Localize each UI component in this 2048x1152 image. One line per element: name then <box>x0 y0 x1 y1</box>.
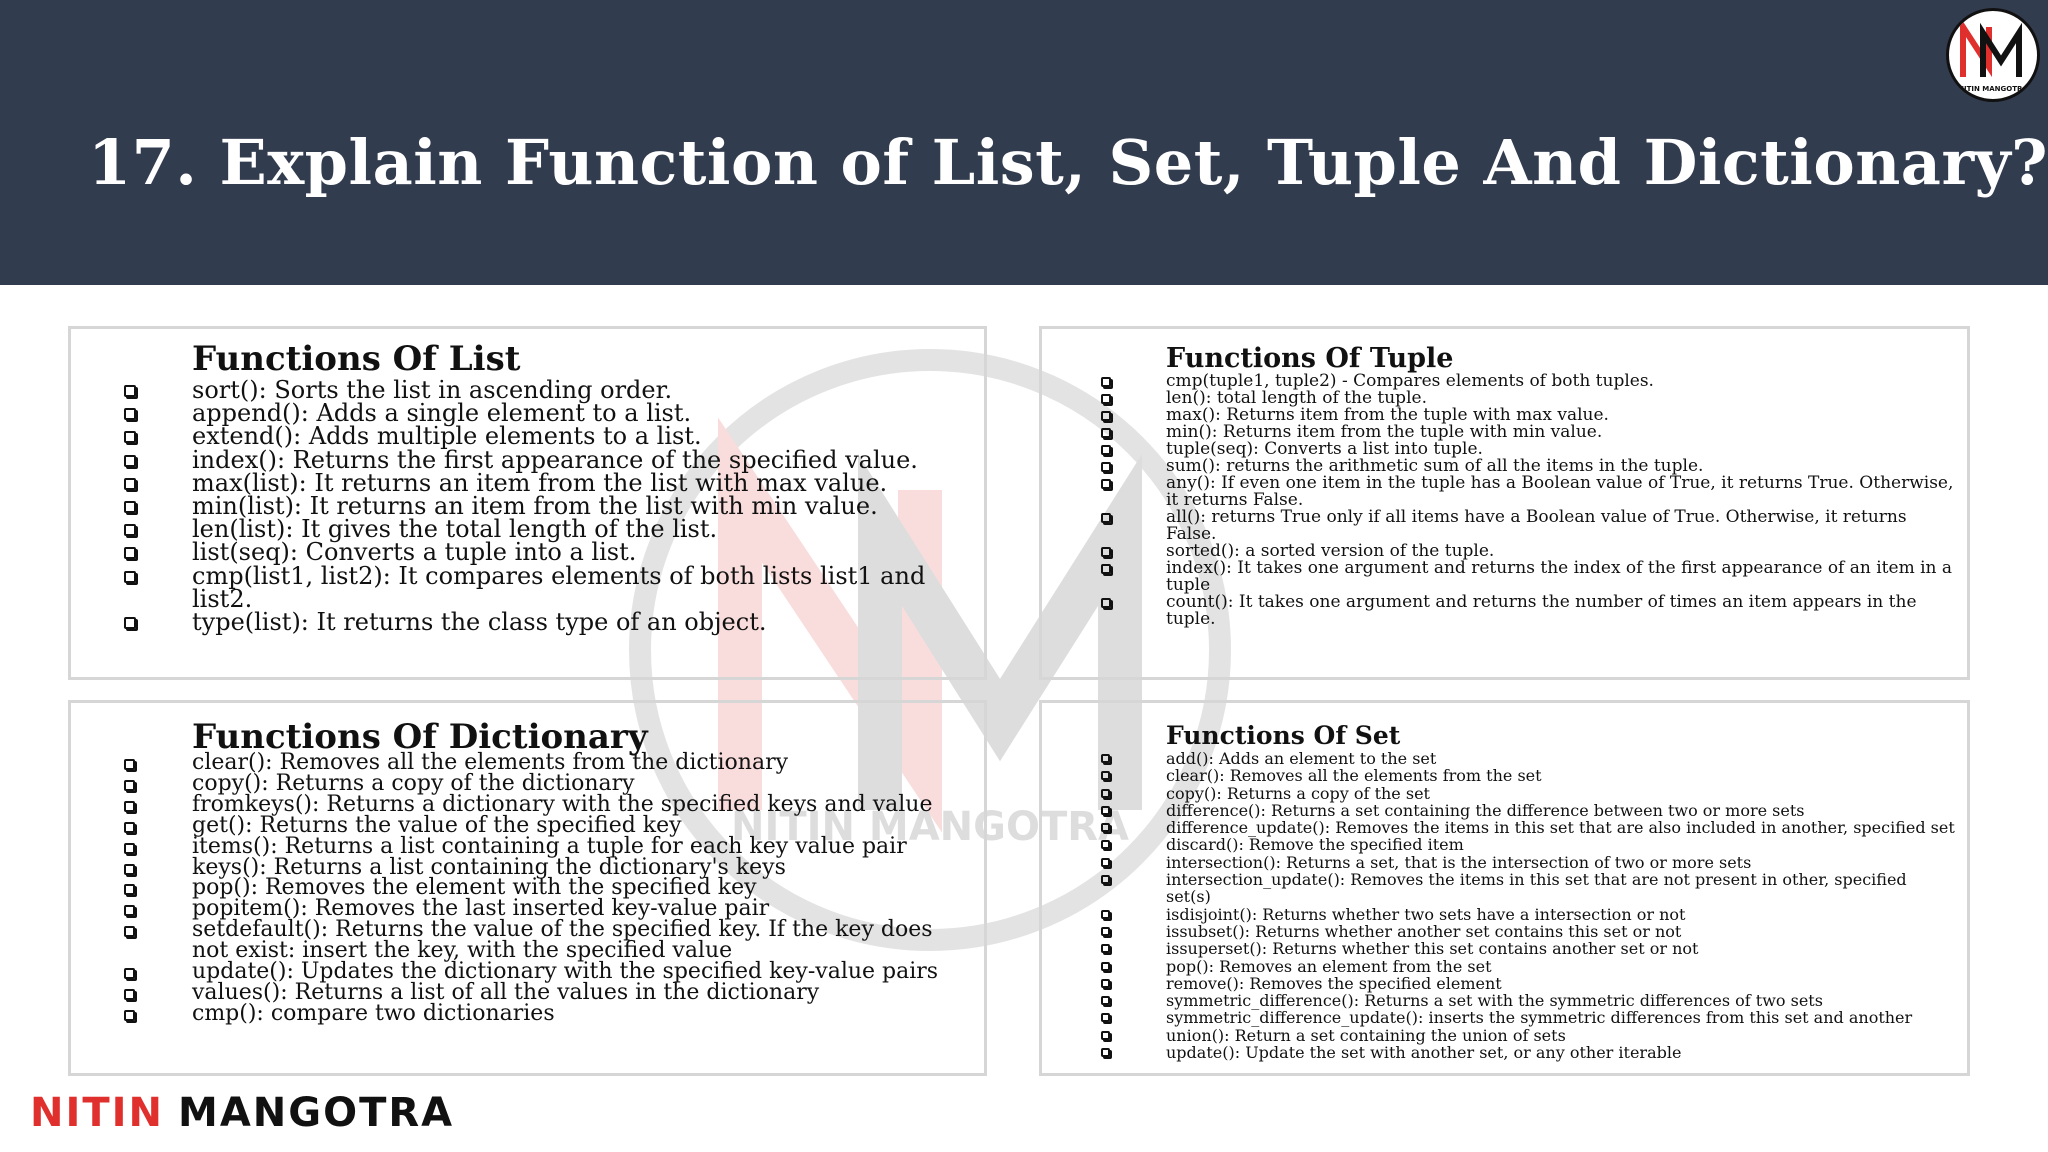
checkbox-bullet-icon <box>1101 823 1110 832</box>
checkbox-bullet-icon <box>124 571 136 583</box>
checkbox-bullet-icon <box>1101 479 1111 489</box>
nm-logo-icon <box>1949 11 2037 99</box>
checkbox-bullet-icon <box>124 455 136 467</box>
footer-brand-first: NITIN <box>30 1090 165 1136</box>
list-heading: Functions Of List <box>192 339 521 379</box>
list-item-text: count(): It takes one argument and returns the number of times an item appears in the tuple. <box>1166 592 1917 629</box>
checkbox-bullet-icon <box>1101 789 1110 798</box>
checkbox-bullet-icon <box>124 780 135 791</box>
list-item <box>192 608 972 637</box>
list-item-text: len(list): It gives the total length of the list. <box>192 515 718 544</box>
list-item-text: append(): Adds a single element to a list. <box>192 399 692 428</box>
list-item-text: copy(): Returns a copy of the dictionary <box>192 770 635 796</box>
checkbox-bullet-icon <box>124 822 135 833</box>
list-item-text: type(list): It returns the class type of an object. <box>192 608 767 637</box>
checkbox-bullet-icon <box>124 801 135 812</box>
list-item <box>1166 836 1956 853</box>
checkbox-bullet-icon <box>1101 394 1111 404</box>
list-item <box>1166 594 1956 628</box>
list-item-text: sort(): Sorts the list in ascending order. <box>192 376 673 404</box>
list-functions <box>192 376 972 637</box>
logo-caption: NITIN MANGOTRA <box>1958 85 2028 93</box>
list-item-text: tuple(seq): Converts a list into tuple. <box>1166 439 1483 459</box>
list-item <box>1166 802 1956 819</box>
footer-brand <box>30 1090 454 1136</box>
list-item-text: update(): Update the set with another set, or any other iterable <box>1166 1043 1682 1063</box>
list-item-text: max(): Returns item from the tuple with max value. <box>1166 405 1609 425</box>
list-item-text: sorted(): a sorted version of the tuple. <box>1166 541 1495 561</box>
list-item <box>1166 923 1956 940</box>
checkbox-bullet-icon <box>124 617 136 629</box>
list-item <box>1166 750 1956 767</box>
tuple-heading: Functions Of Tuple <box>1166 343 1454 374</box>
list-item-text: pop(): Removes an element from the set <box>1166 956 1492 976</box>
list-item-text: difference(): Returns a set containing the difference between two or more sets <box>1166 800 1805 820</box>
list-item-text: list(seq): Converts a tuple into a list. <box>192 538 637 567</box>
checkbox-bullet-icon <box>1101 445 1111 455</box>
checkbox-bullet-icon <box>1101 1031 1110 1040</box>
list-item-text: cmp(tuple1, tuple2) - Compares elements of both tuples. <box>1166 371 1654 391</box>
checkbox-bullet-icon <box>1101 910 1110 919</box>
checkbox-bullet-icon <box>124 905 135 916</box>
checkbox-bullet-icon <box>1101 858 1110 867</box>
list-item <box>1166 975 1956 992</box>
list-item-text: isdisjoint(): Returns whether two sets have a intersection or not <box>1166 904 1686 924</box>
list-item <box>1166 958 1956 975</box>
list-item <box>1166 1009 1956 1026</box>
checkbox-bullet-icon <box>1101 771 1110 780</box>
tuple-functions-panel <box>1039 326 1970 680</box>
list-item-text: len(): total length of the tuple. <box>1166 388 1427 408</box>
list-item-text: copy(): Returns a copy of the set <box>1166 783 1430 803</box>
list-item-text: issuperset(): Returns whether this set contains another set or not <box>1166 939 1699 959</box>
list-item <box>1166 940 1956 957</box>
list-item-text: issubset(): Returns whether another set contains this set or not <box>1166 921 1682 941</box>
list-item-text: values(): Returns a list of all the values in the dictionary <box>192 979 820 1005</box>
list-item-text: fromkeys(): Returns a dictionary with the specified keys and value <box>192 791 933 817</box>
list-item-text: pop(): Removes the element with the specified key <box>192 875 757 901</box>
dictionary-functions-panel <box>68 700 987 1076</box>
checkbox-bullet-icon <box>1101 428 1111 438</box>
brand-logo <box>1946 8 2040 102</box>
checkbox-bullet-icon <box>1101 875 1110 884</box>
set-functions-panel <box>1039 700 1970 1076</box>
list-item-text: setdefault(): Returns the value of the specified key. If the key does not exist: insert the key, with the specified value <box>192 917 933 964</box>
list-item-text: index(): It takes one argument and returns the index of the first appearance of an item in a tuple <box>1166 558 1953 595</box>
list-item-text: sum(): returns the arithmetic sum of all the items in the tuple. <box>1166 456 1704 476</box>
list-item-text: cmp(list1, list2): It compares elements of both lists list1 and list2. <box>192 561 926 613</box>
checkbox-bullet-icon <box>1101 944 1110 953</box>
checkbox-bullet-icon <box>124 501 136 513</box>
checkbox-bullet-icon <box>1101 1048 1110 1057</box>
checkbox-bullet-icon <box>1101 927 1110 936</box>
checkbox-bullet-icon <box>124 864 135 875</box>
checkbox-bullet-icon <box>1101 598 1111 608</box>
list-item-text: symmetric_difference(): Returns a set with the symmetric differences of two sets <box>1166 991 1823 1011</box>
checkbox-bullet-icon <box>1101 996 1110 1005</box>
list-item <box>1166 819 1956 836</box>
list-item-text: index(): Returns the first appearance of the specified value. <box>192 445 918 474</box>
checkbox-bullet-icon <box>124 547 136 559</box>
list-item <box>1166 1044 1956 1061</box>
checkbox-bullet-icon <box>1101 513 1111 523</box>
set-functions <box>1166 750 1956 1061</box>
list-item-text: symmetric_difference_update(): inserts the symmetric differences from this set and another <box>1166 1008 1913 1028</box>
checkbox-bullet-icon <box>1101 840 1110 849</box>
checkbox-bullet-icon <box>1101 1013 1110 1022</box>
checkbox-bullet-icon <box>1101 962 1110 971</box>
checkbox-bullet-icon <box>1101 754 1110 763</box>
header-bar <box>0 0 2048 285</box>
checkbox-bullet-icon <box>124 1010 135 1021</box>
list-item-text: min(): Returns item from the tuple with min value. <box>1166 422 1603 442</box>
list-item-text: update(): Updates the dictionary with the specified key-value pairs <box>192 959 939 985</box>
list-item-text: difference_update(): Removes the items in this set that are also included in another, specified set <box>1166 818 1955 838</box>
checkbox-bullet-icon <box>124 926 135 937</box>
set-heading: Functions Of Set <box>1166 721 1401 750</box>
list-item <box>1166 475 1956 509</box>
checkbox-bullet-icon <box>124 408 136 420</box>
list-item-text: extend(): Adds multiple elements to a list. <box>192 422 702 451</box>
list-item <box>1166 992 1956 1009</box>
list-functions-panel <box>68 326 987 680</box>
list-item-text: discard(): Remove the specified item <box>1166 835 1464 855</box>
list-item <box>1166 785 1956 802</box>
checkbox-bullet-icon <box>1101 564 1111 574</box>
list-item <box>192 1000 972 1026</box>
tuple-functions <box>1166 373 1956 628</box>
list-item-text: union(): Return a set containing the union of sets <box>1166 1025 1566 1045</box>
checkbox-bullet-icon <box>124 884 135 895</box>
checkbox-bullet-icon <box>124 478 136 490</box>
list-item-text: max(list): It returns an item from the list with max value. <box>192 468 888 497</box>
list-item-text: remove(): Removes the specified element <box>1166 973 1502 993</box>
checkbox-bullet-icon <box>1101 806 1110 815</box>
list-item-text: any(): If even one item in the tuple has a Boolean value of True, it returns True. Otherwise, it returns False. <box>1166 473 1954 510</box>
checkbox-bullet-icon <box>1101 547 1111 557</box>
dictionary-functions <box>192 750 972 1026</box>
list-item <box>1166 1027 1956 1044</box>
footer-brand-last: MANGOTRA <box>178 1090 455 1136</box>
dictionary-heading: Functions Of Dictionary <box>192 717 648 757</box>
watermark-caption: NITIN MANGOTRA <box>730 804 1130 850</box>
list-item-text: intersection_update(): Removes the items in this set that are not present in other, specified set(s) <box>1166 870 1907 907</box>
list-item <box>1166 854 1956 871</box>
list-item-text: clear(): Removes all the elements from the set <box>1166 766 1542 786</box>
list-item-text: min(list): It returns an item from the list with min value. <box>192 492 878 521</box>
checkbox-bullet-icon <box>124 385 136 397</box>
list-item-text: add(): Adds an element to the set <box>1166 749 1437 768</box>
checkbox-bullet-icon <box>124 524 136 536</box>
checkbox-bullet-icon <box>124 968 135 979</box>
list-item <box>1166 767 1956 784</box>
list-item <box>192 917 972 964</box>
checkbox-bullet-icon <box>1101 979 1110 988</box>
list-item-text: intersection(): Returns a set, that is the intersection of two or more sets <box>1166 852 1752 872</box>
checkbox-bullet-icon <box>124 843 135 854</box>
checkbox-bullet-icon <box>1101 411 1111 421</box>
list-item-text: keys(): Returns a list containing the dictionary's keys <box>192 854 786 880</box>
checkbox-bullet-icon <box>1101 462 1111 472</box>
checkbox-bullet-icon <box>124 431 136 443</box>
list-item-text: get(): Returns the value of the specified key <box>192 812 682 838</box>
list-item <box>1166 509 1956 543</box>
list-item-text: clear(): Removes all the elements from the dictionary <box>192 750 789 775</box>
list-item-text: all(): returns True only if all items have a Boolean value of True. Otherwise, it returns False. <box>1166 507 1907 544</box>
list-item <box>1166 906 1956 923</box>
list-item <box>1166 871 1956 906</box>
list-item <box>1166 560 1956 594</box>
page-title: 17. Explain Function of List, Set, Tuple And Dictionary? <box>88 126 2048 199</box>
checkbox-bullet-icon <box>124 989 135 1000</box>
list-item-text: popitem(): Removes the last inserted key-value pair <box>192 896 770 922</box>
list-item <box>192 561 972 613</box>
checkbox-bullet-icon <box>1101 377 1111 387</box>
checkbox-bullet-icon <box>124 759 135 770</box>
list-item-text: cmp(): compare two dictionaries <box>192 1000 555 1026</box>
list-item-text: items(): Returns a list containing a tuple for each key value pair <box>192 833 907 859</box>
